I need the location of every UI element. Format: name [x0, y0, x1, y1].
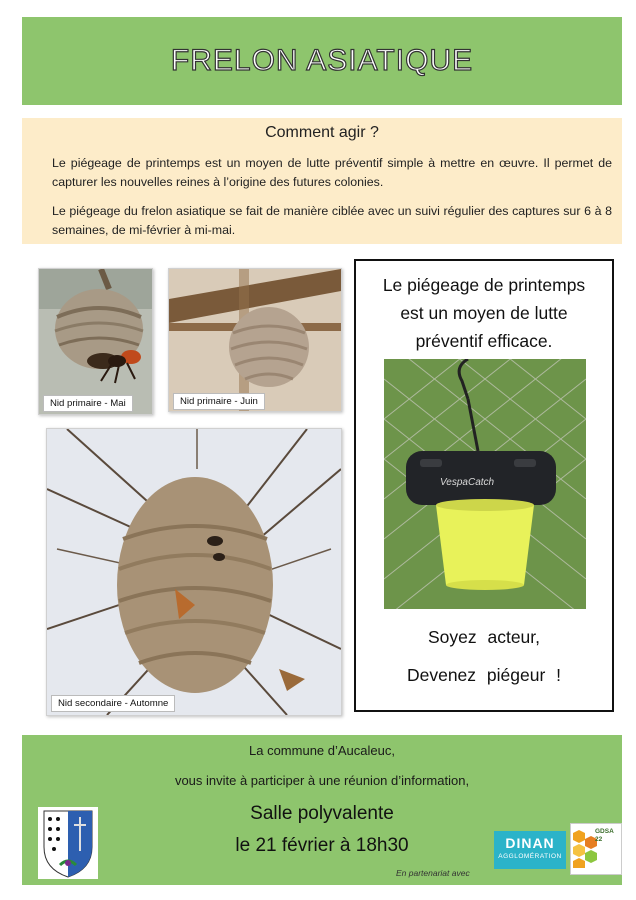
cta-line-2: Devenez piégeur !	[406, 665, 562, 685]
dinan-logo-name: DINAN	[505, 835, 555, 851]
howto-paragraph-1: Le piégeage de printemps est un moyen de lutte préventif simple à mettre en œuvre. Il permet de capturer les nouvelles reines à l’origine des futures colonies.	[52, 156, 612, 189]
aucaleuc-crest-logo	[38, 807, 98, 879]
page-title: FRELON ASIATIQUE	[170, 44, 474, 77]
partner-note: En partenariat avec	[396, 868, 470, 878]
trap-text-line-2: est un moyen de lutte	[400, 303, 568, 323]
gdsa22-logo	[570, 823, 622, 875]
caption-automne: Nid secondaire - Automne	[51, 695, 175, 712]
event-date-time: le 21 février à 18h30	[235, 835, 409, 856]
nest-june-illustration	[169, 269, 341, 411]
photo-nest-secondary-autumn	[46, 428, 342, 716]
hornet-trap-illustration	[384, 359, 586, 609]
trap-promo-text	[356, 271, 612, 355]
trap-text-line-3: préventif efficace.	[415, 331, 553, 351]
photo-nest-primary-may	[38, 268, 153, 415]
trap-promo-box	[354, 259, 614, 712]
trap-brand-label: VespaCatch	[440, 477, 495, 488]
dinan-logo-subtitle: AGGLOMÉRATION	[498, 853, 562, 860]
invite-banner	[22, 735, 622, 885]
nest-autumn-illustration	[47, 429, 341, 715]
photo-hornet-trap	[384, 359, 586, 609]
howto-section	[22, 118, 622, 244]
event-venue: Salle polyvalente	[250, 803, 394, 824]
nest-may-illustration	[39, 269, 152, 414]
invite-line-2: vous invite à participer à une réunion d’information,	[174, 773, 470, 788]
cta-line-1: Soyez acteur,	[427, 627, 541, 647]
honeycomb-icon	[573, 830, 597, 868]
gdsa-logo-text	[595, 828, 614, 844]
howto-paragraph-2: Le piégeage du frelon asiatique se fait de manière ciblée avec un suivi régulier des captures sur 6 à 8 semaines, de mi-février à mi-mai.	[52, 204, 612, 237]
caption-juin: Nid primaire - Juin	[173, 393, 265, 410]
crest-shield-icon	[38, 807, 98, 879]
caption-mai: Nid primaire - Mai	[43, 395, 133, 412]
howto-heading: Comment agir ?	[265, 124, 379, 141]
gdsa-logo-line-1: GDSA	[595, 828, 614, 835]
photo-nest-primary-june	[168, 268, 342, 412]
invite-line-1: La commune d’Aucaleuc,	[249, 743, 395, 758]
gdsa-logo-line-2: 22	[595, 836, 603, 843]
title-banner	[22, 17, 622, 105]
trap-text-line-1: Le piégeage de printemps	[382, 275, 586, 295]
dinan-agglomeration-logo	[494, 831, 566, 869]
